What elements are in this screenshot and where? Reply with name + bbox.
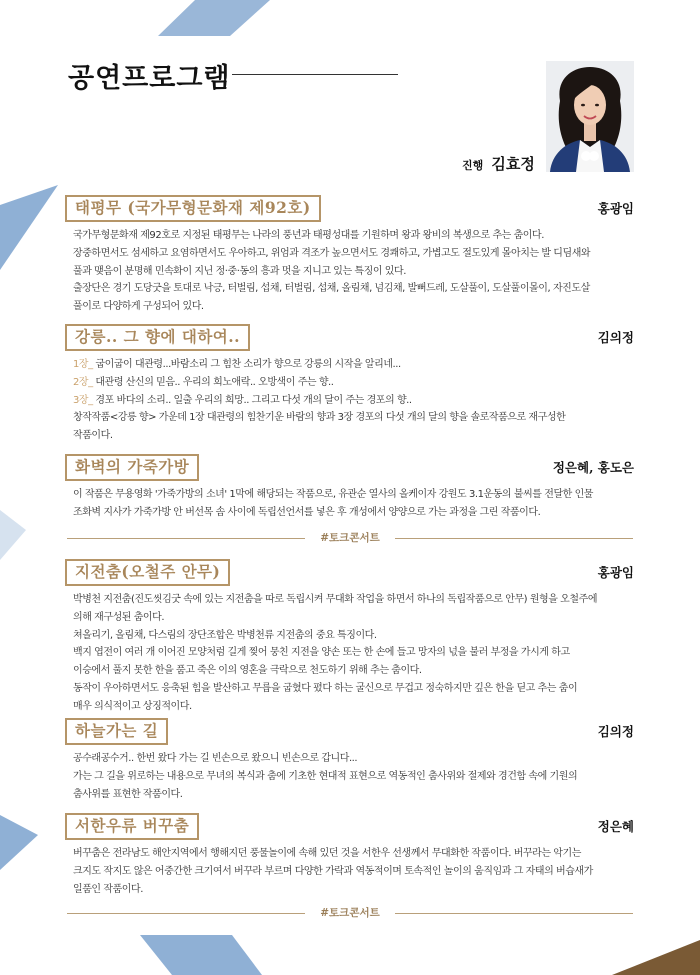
decor-left-shapes [0, 180, 70, 880]
program-description [65, 750, 635, 803]
description-line: 쳐올리기, 올림채, 다스림의 장단조합은 박병천류 지전춤의 중요 특징이다. [73, 629, 377, 641]
description-line: 크지도 작지도 않은 어중간한 크기여서 버꾸라 부르며 다양한 가락과 역동적이며 토속적인 놀이의 움직임과 그 자태의 버습새가 [73, 865, 593, 877]
chapter-line [73, 356, 635, 374]
chapter-text: 경포 바다의 소리.. 일출 우리의 희망.. 그리고 다섯 개의 달이 주는 경포의 향.. [95, 394, 412, 406]
host-credit [462, 153, 535, 174]
description-line: 공수래공수거.. 한번 왔다 가는 길 빈손으로 왔으니 빈손으로 갑니다... [73, 753, 358, 764]
description-line: 박병천 지전춤(진도씻김굿 속에 있는 지전춤을 따로 독립시켜 무대화 작업을 하면서 하나의 독립작품으로 안무) 원형을 오철주에 [73, 594, 598, 605]
description-line: 춤사위를 표현한 작품이다. [73, 788, 183, 800]
program-haneul-ganeun-gil [65, 718, 635, 803]
description-line: 이승에서 풀지 못한 한을 품고 죽은 이의 영혼을 극락으로 천도하기 위해 추는 춤이다. [73, 665, 422, 677]
performer-name: 정은혜 [597, 819, 634, 834]
program-title: 지전춤(오철주 안무) [65, 559, 230, 586]
page-title: 공연프로그램 [68, 63, 231, 94]
description-line: 매우 의식적이고 상징적이다. [73, 700, 192, 712]
decor-top-stripe [0, 0, 700, 60]
chapter-label: 2장_ [73, 376, 93, 388]
host-photo [546, 61, 634, 172]
chapter-text: 굽이굽이 대관령...바람소리 그 힘찬 소리가 향으로 강릉의 시작을 알리네... [95, 359, 401, 370]
divider-label: #토크콘서트 [320, 532, 380, 544]
chapter-label: 3장_ [73, 394, 93, 406]
description-line: 창작작품<강릉 향> 가운데 1장 대관령의 힘찬기운 바람의 향과 3장 경포의 다섯 개의 달의 향을 솔로작품으로 재구성한 [73, 412, 566, 424]
title-rule [232, 74, 398, 75]
description-line: 버꾸춤은 전라남도 해안지역에서 행해지던 풍물놀이에 속해 있던 것을 서한우 선생께서 무대화한 작품이다. 버꾸라는 악기는 [73, 848, 581, 859]
description-line: 작품이다. [73, 430, 113, 442]
program-description [65, 227, 635, 316]
description-line: 백지 엽전이 여러 개 이어진 모양처럼 길게 찢어 뭉친 지전을 양손 또는 한 손에 들고 망자의 넋을 불러 부정을 가시게 하고 [73, 647, 570, 659]
description-line: 의해 재구성된 춤이다. [73, 611, 165, 623]
description-line: 풀이로 다양하게 구성되어 있다. [73, 301, 204, 313]
description-line: 풀과 맺음이 분명해 민속화이 지닌 정·중·동의 흥과 멋을 지니고 있는 특징이 있다. [73, 265, 406, 277]
chapter-text: 대관령 산신의 믿음.. 우리의 희노애락.. 오방색이 주는 향.. [95, 376, 334, 388]
program-title: 강릉.. 그 향에 대하여.. [65, 324, 250, 351]
host-role: 진행 [462, 159, 484, 172]
description-line: 출장단은 경기 도당굿을 토대로 낙긍, 터벌림, 섭채, 터벌림, 섭채, 올림채, 넘김채, 발뻐드레, 도살풀이, 도살풀이몰이, 자진도살 [73, 283, 590, 295]
performer-name: 홍광임 [597, 565, 634, 580]
chapter-line [73, 392, 635, 410]
description-line: 국가무형문화재 제92호로 지정된 태평무는 나라의 풍년과 태평성대를 기원하며 왕과 왕비의 복생으로 추는 춤이다. [73, 230, 544, 241]
program-title: 서한우류 버꾸춤 [65, 813, 199, 840]
description-line: 일품인 작품이다. [73, 883, 143, 895]
performer-name: 홍광임 [597, 201, 634, 216]
program-title: 태평무 (국가무형문화재 제92호) [65, 195, 321, 222]
program-jijeonchum [65, 559, 635, 716]
divider-label: #토크콘서트 [320, 907, 380, 919]
host-name: 김효정 [491, 155, 535, 173]
program-description [65, 486, 635, 522]
talk-concert-divider [67, 531, 633, 545]
chapter-line [73, 374, 635, 392]
performer-name: 김의정 [597, 330, 634, 345]
description-line: 장중하면서도 섬세하고 요염하면서도 우아하고, 위엄과 격조가 높으면서도 경쾌하고, 가볍고도 절도있게 몰아치는 발 디딤새와 [73, 247, 591, 259]
program-description [65, 356, 635, 445]
performer-name: 김의정 [597, 724, 634, 739]
program-taepyeongmu [65, 195, 635, 316]
performer-name: 정은혜, 홍도은 [552, 460, 634, 475]
description-line: 가는 그 길을 위로하는 내용으로 무녀의 복식과 춤에 기초한 현대적 표현으로 역동적인 춤사위와 절제와 경건함 속에 기원의 [73, 770, 578, 782]
program-title: 하늘가는 길 [65, 718, 168, 745]
program-description [65, 591, 635, 716]
program-description [65, 845, 635, 898]
description-line: 동작이 우아하면서도 응축된 힘을 발산하고 무릅을 굽혔다 폈다 하는 굴신으로 무겁고 정숙하지만 깊은 한을 딛고 추는 춤이 [73, 682, 578, 694]
program-leather-bag [65, 454, 635, 522]
description-line: 조화벽 지사가 가죽가방 안 버선목 솜 사이에 독립선언서를 넣은 후 개성에서 양양으로 가는 과정을 그린 작품이다. [73, 506, 541, 518]
chapter-label: 1장_ [73, 359, 93, 370]
description-line: 이 작품은 무용영화 '가죽가방의 소녀' 1막에 해당되는 작품으로, 유관순 열사의 올케이자 강원도 3.1운동의 불씨를 전달한 인물 [73, 489, 594, 500]
program-beokkuchum [65, 813, 635, 898]
program-title: 화벽의 가죽가방 [65, 454, 199, 481]
decor-bottom-shapes [0, 920, 700, 975]
program-gangneung [65, 324, 635, 445]
talk-concert-divider [67, 906, 633, 920]
